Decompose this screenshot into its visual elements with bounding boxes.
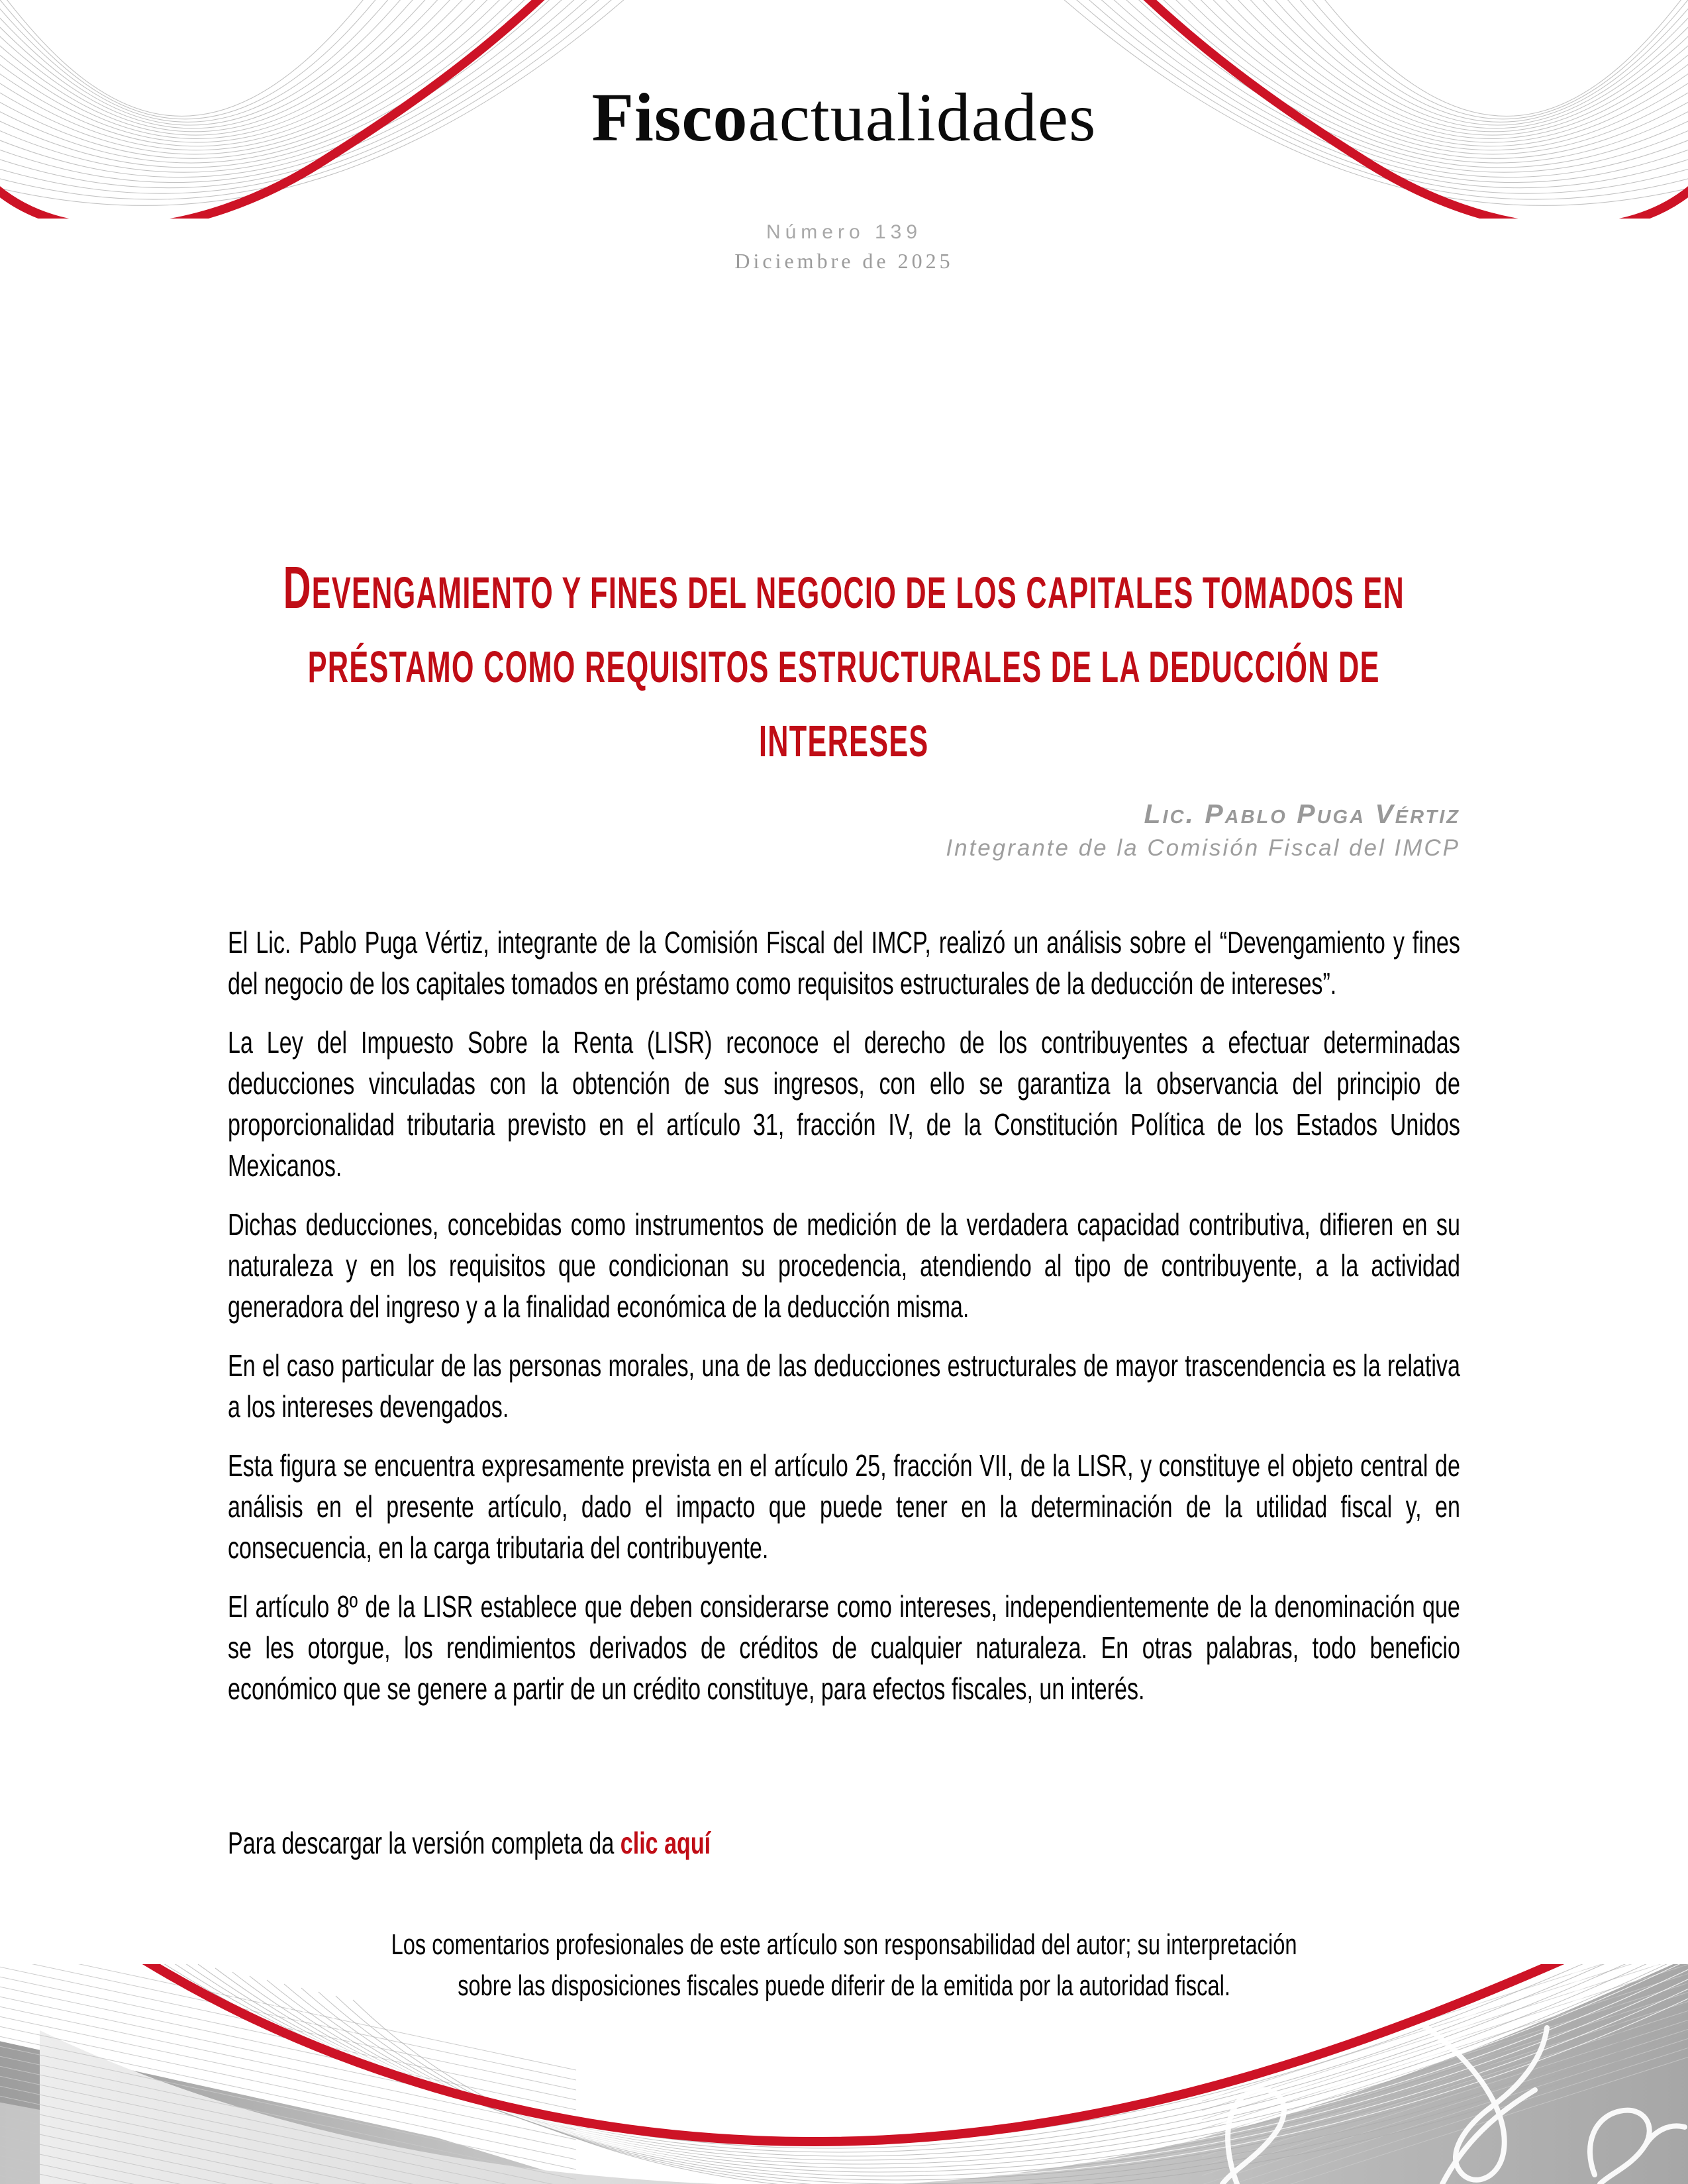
article-paragraph: En el caso particular de las personas morales, una de las deducciones estructurales de mayor trascendencia es la relativa a los intereses devengados.: [228, 1348, 1460, 1424]
article-body: [228, 922, 1460, 1727]
disclaimer-line: sobre las disposiciones fiscales puede diferir de la emitida por la autoridad fiscal.: [458, 1969, 1230, 2002]
article-title-line: DEVENGAMIENTO Y FINES DEL NEGOCIO DE LOS CAPITALES TOMADOS EN: [283, 555, 1405, 621]
article-title-initial: D: [283, 555, 313, 621]
article-title-line: PRÉSTAMO COMO REQUISITOS ESTRUCTURALES DE LA DEDUCCIÓN DE: [308, 642, 1380, 692]
masthead-title-bold: Fisco: [591, 79, 748, 156]
author-name: Lic. Pablo Puga Vértiz: [1144, 799, 1460, 829]
article: [228, 0, 1460, 2184]
article-title-line: INTERESES: [759, 717, 929, 766]
download-prompt: Para descargar la versión completa da: [228, 1826, 621, 1860]
article-paragraph: Esta figura se encuentra expresamente prevista en el artículo 25, fracción VII, de la LISR, y constituye el objeto central de análisis en el presente artículo, dado el impacto que puede tener en la determinación de la utilidad fiscal y, en consecuencia, en la carga tributaria del contribuyente.: [228, 1448, 1460, 1565]
masthead-title-regular: actualidades: [748, 79, 1097, 156]
article-paragraph: Dichas deducciones, concebidas como instrumentos de medición de la verdadera capacidad contributiva, difieren en su naturaleza y en los requisitos que condicionan su procedencia, atendiendo al tipo de contribuyente, a la actividad generadora del ingreso y a la finalidad económica de la deducción misma.: [228, 1207, 1460, 1324]
author-block: [946, 799, 1460, 862]
article-paragraph: La Ley del Impuesto Sobre la Renta (LISR) reconoce el derecho de los contribuyentes a efectuar determinadas deducciones vinculadas con la obtención de sus ingresos, con ello se garantiza la observancia del principio de proporcionalidad tributaria previsto en el artículo 31, fracción IV, de la Constitución Política de los Estados Unidos Mexicanos.: [228, 1025, 1460, 1183]
download-line: [228, 1825, 1460, 1861]
bottom-gray-swoosh: [40, 1964, 1688, 2184]
article-paragraph: El Lic. Pablo Puga Vértiz, integrante de la Comisión Fiscal del IMCP, realizó un análisis sobre el “Devengamiento y fines del negocio de los capitales tomados en préstamo como requisitos estructurales de la deducción de intereses”.: [228, 925, 1460, 1001]
author-role: Integrante de la Comisión Fiscal del IMCP: [946, 835, 1460, 861]
disclaimer-line: Los comentarios profesionales de este artículo son responsabilidad del autor; su interpretación: [391, 1928, 1297, 1961]
download-link[interactable]: clic aquí: [620, 1826, 711, 1860]
issue-number: Número 139: [766, 221, 922, 243]
bottom-wave-decoration: [0, 1964, 1688, 2184]
article-paragraph: El artículo 8º de la LISR establece que deben considerarse como intereses, independientemente de la denominación que se les otorgue, los rendimientos derivados de créditos de cualquier naturaleza. En otras palabras, todo beneficio económico que se genere a partir de un crédito constituye, para efectos fiscales, un interés.: [228, 1589, 1460, 1706]
issue-date: Diciembre de 2025: [734, 249, 954, 273]
article-title: [228, 551, 1460, 779]
